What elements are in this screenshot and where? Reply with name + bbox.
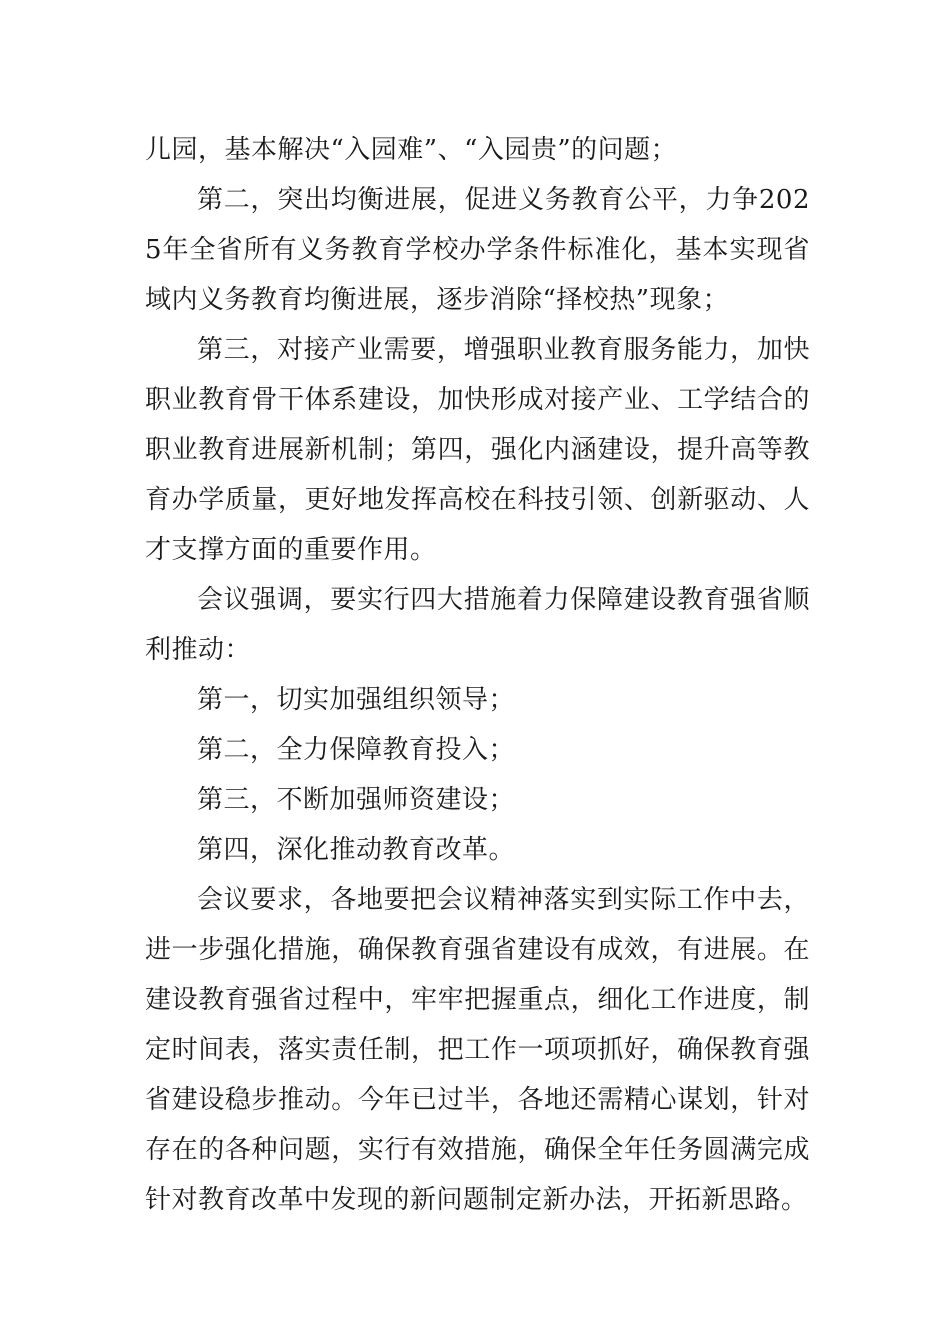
paragraph-meeting-emphasis: 会议强调，要实行四大措施着力保障建设教育强省顺利推动： bbox=[145, 585, 810, 665]
paragraph-meeting-requirements: 会议要求，各地要把会议精神落实到实际工作中去，进一步强化措施，确保教育强省建设有成效，有进展。在建设教育强省过程中，牢牢把握重点，细化工作进度，制定时间表，落实责任制，把工作一项项抓好，确保教育强省建设稳步推动。今年已过半，各地还需精心谋划，针对存在的各种问题，实行有效措施，确保全年任务圆满完成针对教育改革中发现的新问题制定新办法，开拓新思路。 bbox=[145, 885, 810, 1215]
paragraph-third-fourth-points: 第三，对接产业需要，增强职业教育服务能力，加快职业教育骨干体系建设，加快形成对接产业、工学结合的职业教育进展新机制；第四，强化内涵建设，提升高等教育办学质量，更好地发挥高校在科技引领、创新驱动、人才支撑方面的重要作用。 bbox=[145, 335, 810, 565]
document-body bbox=[145, 125, 810, 1225]
paragraph-measure-4: 第四，深化推动教育改革。 bbox=[197, 835, 516, 865]
paragraph-second-point: 第二，突出均衡进展，促进义务教育公平，力争2025年全省所有义务教育学校办学条件标准化，基本实现省域内义务教育均衡进展，逐步消除“择校热”现象； bbox=[145, 185, 810, 315]
paragraph-continuation: 儿园，基本解决“入园难”、“入园贵”的问题； bbox=[145, 135, 678, 165]
paragraph-measure-3: 第三，不断加强师资建设； bbox=[197, 785, 516, 815]
paragraph-measure-1: 第一，切实加强组织领导； bbox=[197, 685, 516, 715]
paragraph-measure-2: 第二，全力保障教育投入； bbox=[197, 735, 516, 765]
